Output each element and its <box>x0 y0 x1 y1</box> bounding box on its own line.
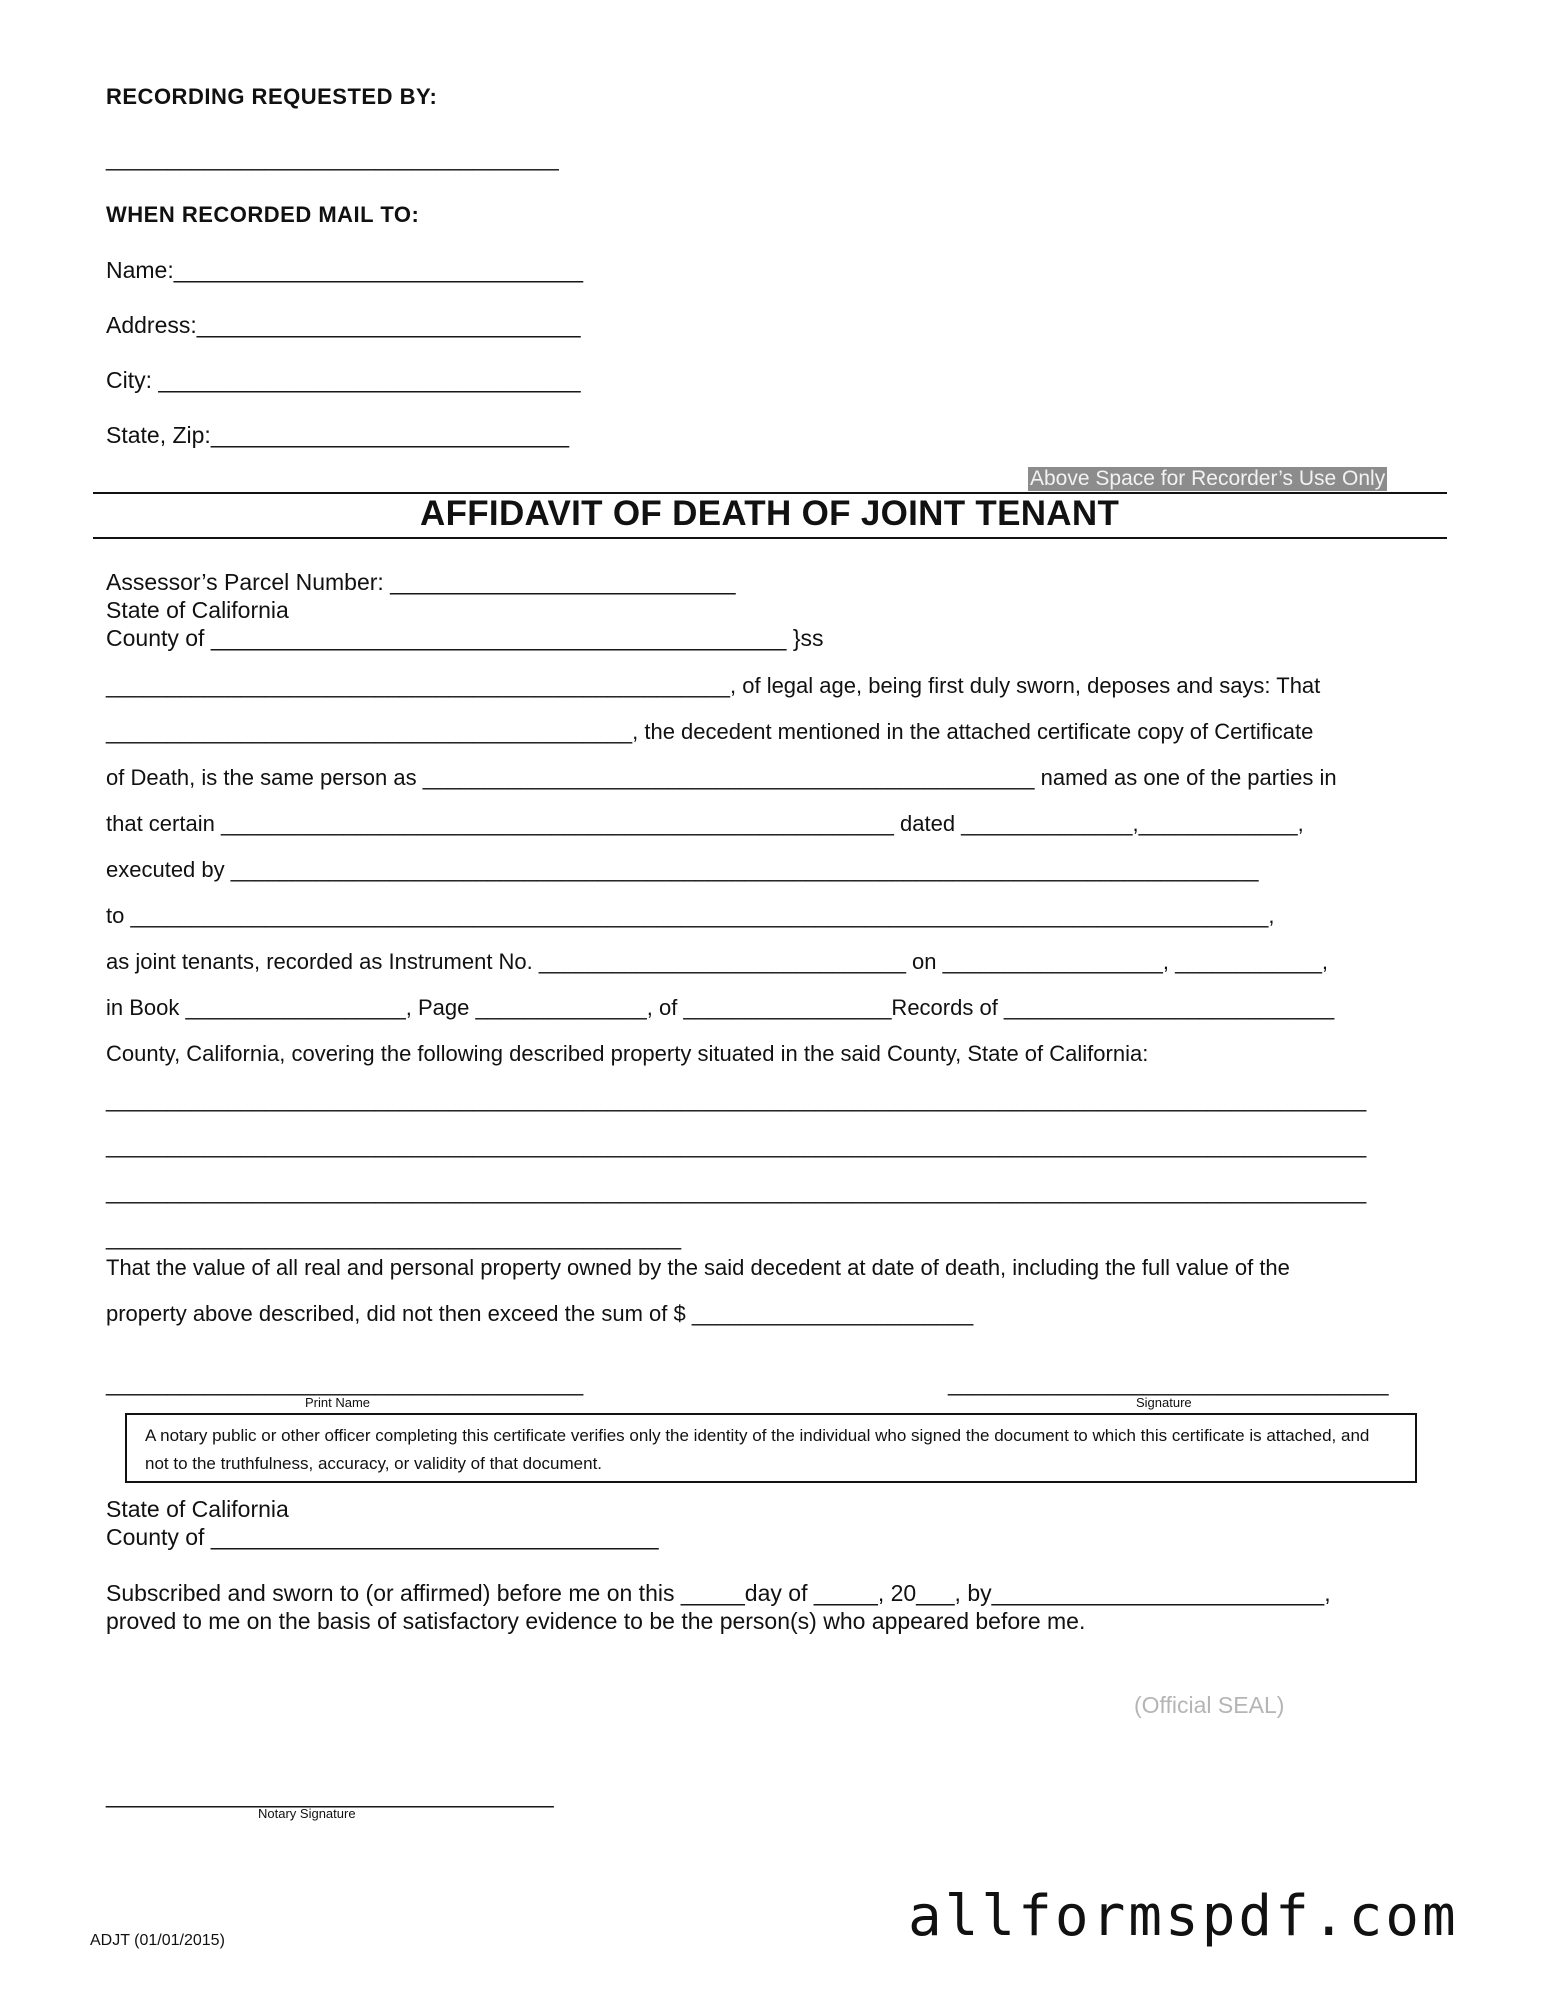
subscribed-sworn-line[interactable]: Subscribed and sworn to (or affirmed) before me on this _____day of _____, 20___, by__________________________, <box>106 1580 1331 1606</box>
executed-by-line[interactable]: executed by ____________________________________________________________________________________ <box>106 857 1259 882</box>
affiant-line[interactable]: ___________________________________________________, of legal age, being first duly sworn, deposes and says: That <box>106 673 1321 698</box>
title-divider-bottom <box>93 537 1447 539</box>
parcel-number-field[interactable]: Assessor’s Parcel Number: ___________________________ <box>106 569 736 595</box>
signature-field[interactable]: ____________________________________ <box>948 1371 1389 1396</box>
recording-requested-field[interactable]: _____________________________________ <box>106 146 559 171</box>
property-description-line[interactable]: _______________________________________________________________________________________________________ <box>106 1133 1367 1158</box>
decedent-line[interactable]: ___________________________________________, the decedent mentioned in the attached certificate copy of Certificate <box>106 719 1314 744</box>
recorder-use-only-label: Above Space for Recorder’s Use Only <box>1030 467 1386 490</box>
property-description-line[interactable]: _______________________________________________________________________________________________________ <box>106 1179 1367 1204</box>
notary-signature-label: Notary Signature <box>258 1806 356 1821</box>
book-page-line[interactable]: in Book __________________, Page ______________, of _________________Records of ___________________________ <box>106 995 1335 1020</box>
county-covering-line: County, California, covering the following described property situated in the said County, State of California: <box>106 1041 1149 1066</box>
caption-county-field[interactable]: County of _____________________________________________ }ss <box>106 625 824 651</box>
document-title: AFFIDAVIT OF DEATH OF JOINT TENANT <box>420 494 1120 533</box>
brand-watermark: allformspdf.com <box>908 1884 1459 1949</box>
print-name-label: Print Name <box>305 1395 371 1410</box>
notary-notice-text: A notary public or other officer completing this certificate verifies only the identity of the individual who signed the document to which this certificate is attached, and not to the truthfulness, accuracy, or validity of that document. <box>145 1426 1370 1473</box>
notary-signature-field[interactable]: ___________________________________ <box>106 1782 554 1808</box>
mail-name-field[interactable]: Name:________________________________ <box>106 257 584 283</box>
official-seal-placeholder: (Official SEAL) <box>1134 1692 1285 1718</box>
recording-requested-heading: RECORDING REQUESTED BY: <box>106 84 438 109</box>
notary-state: State of California <box>106 1496 289 1522</box>
signature-label: Signature <box>1136 1395 1192 1410</box>
value-statement-line: That the value of all real and personal property owned by the said decedent at date of death, including the full value of the <box>106 1255 1290 1280</box>
mail-address-field[interactable]: Address:______________________________ <box>106 312 581 338</box>
instrument-dated-line[interactable]: that certain _______________________________________________________ dated ______________,_____________, <box>106 811 1304 836</box>
property-description-line[interactable]: _______________________________________________ <box>106 1225 682 1250</box>
mail-state-zip-field[interactable]: State, Zip:____________________________ <box>106 422 569 448</box>
recorded-instrument-line[interactable]: as joint tenants, recorded as Instrument No. ______________________________ on __________________, ____________, <box>106 949 1329 974</box>
property-description-line[interactable]: _______________________________________________________________________________________________________ <box>106 1087 1367 1112</box>
mail-city-field[interactable]: City: _________________________________ <box>106 367 581 393</box>
same-person-line[interactable]: of Death, is the same person as __________________________________________________ named as one of the parties in <box>106 765 1337 790</box>
mail-to-heading: WHEN RECORDED MAIL TO: <box>106 202 420 227</box>
value-sum-field[interactable]: property above described, did not then exceed the sum of $ _______________________ <box>106 1301 974 1326</box>
caption-state: State of California <box>106 597 289 623</box>
notary-notice-box <box>125 1413 1417 1483</box>
notary-county-field[interactable]: County of ___________________________________ <box>106 1524 659 1550</box>
print-name-field[interactable]: _______________________________________ <box>106 1371 584 1396</box>
form-code: ADJT (01/01/2015) <box>90 1932 225 1949</box>
satisfactory-evidence-line: proved to me on the basis of satisfactory evidence to be the person(s) who appeared before me. <box>106 1608 1086 1634</box>
to-line[interactable]: to _____________________________________________________________________________________________, <box>106 903 1275 928</box>
